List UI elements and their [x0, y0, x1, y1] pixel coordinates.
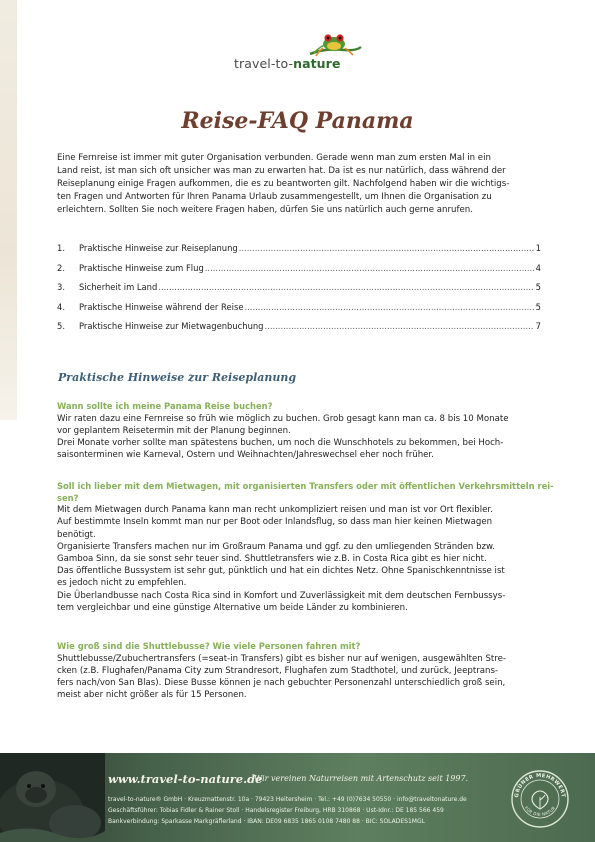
toc-label: Praktische Hinweise zur Mietwagenbuchung: [79, 321, 264, 331]
toc-label: Praktische Hinweise zur Reiseplanung: [79, 243, 238, 253]
intro-paragraph: [57, 152, 543, 217]
section-heading: Praktische Hinweise zur Reiseplanung: [58, 371, 297, 384]
footer-slogan: Wir vereinen Naturreisen mit Artenschutz seit 1997.: [254, 774, 469, 783]
toc-label: Praktische Hinweise während der Reise: [79, 301, 244, 312]
answer-line: vor geplantem Reisetermin mit der Planung beginnen.: [57, 425, 291, 436]
intro-line: erleichtern. Sollten Sie noch weitere Fragen haben, dürfen Sie uns natürlich auch gerne anrufen.: [57, 204, 473, 215]
faq-item-booking: [57, 401, 547, 461]
toc-number: 5.: [57, 321, 65, 331]
answer-line: saisonterminen wie Karneval, Ostern und Weihnachten/Jahreswechsel eher noch früher.: [57, 450, 434, 461]
toc-entry-reiseplanung[interactable]: [57, 243, 541, 263]
answer-line: Die Überlandbusse nach Costa Rica sind in Komfort und Zuverlässigkeit mit dem deutschen Fernbussys-: [57, 590, 506, 601]
faq-question: sen?: [57, 492, 79, 503]
faq-answer: [57, 504, 547, 614]
faq-answer: [57, 413, 547, 462]
toc-page-number: 5: [535, 282, 541, 292]
logo-text-light: travel-to-: [234, 56, 294, 71]
page-title: Reise-FAQ Panama: [181, 108, 414, 134]
faq-item-transport: [57, 481, 554, 614]
badge-text-top: GRÜNER MEHRWERT: [513, 772, 567, 799]
toc-leader-dots: [244, 302, 534, 312]
answer-line: benötigt.: [57, 529, 96, 540]
logo-text-bold: nature: [293, 56, 341, 71]
answer-line: Das öffentliche Bussystem ist sehr gut, pünktlich und hat ein dichtes Netz. Ohne Spanischkenntnisse ist: [57, 566, 505, 577]
intro-line: Reiseplanung einige Fragen aufkommen, die es zu beantworten gilt. Nachfolgend haben wir die wichtigs-: [57, 178, 510, 189]
intro-line: Land reist, ist man sich oft unsicher was man zu erwarten hat. Da ist es nur natürlich, dass während der: [57, 165, 506, 176]
answer-line: meist aber nicht größer als für 15 Personen.: [57, 690, 247, 701]
toc-number: 1.: [57, 243, 65, 253]
answer-line: fers nach/von San Blas). Diese Busse können je nach gebuchter Personenzahl unterschiedlich groß sein,: [57, 678, 506, 688]
toc-entry-sicherheit[interactable]: [57, 282, 541, 302]
answer-line: Auf bestimmte Inseln kommt man nur per Boot oder Inlandsflug, so dass man hier keinen Mietwagen: [57, 517, 493, 528]
toc-page-number: 7: [535, 321, 541, 331]
toc-number: 4.: [57, 301, 65, 312]
toc-entry-mietwagen[interactable]: [57, 321, 541, 341]
toc-entry-flug[interactable]: [57, 263, 541, 283]
company-logo[interactable]: [232, 30, 362, 72]
footer-address: travel-to-nature® GmbH · Kreuzmattenstr. 10a · 79423 Heitersheim · Tel.: +49 (0)7634 50550 · info@traveltonature.de: [108, 796, 467, 803]
answer-line: Shuttlebusse/Zubuchertransfers (=seat-in Transfers) gibt es bisher nur auf wenigen, ausgewählten Stre-: [57, 653, 507, 664]
page-footer: [0, 753, 595, 842]
side-decoration-strip: [0, 0, 17, 420]
toc-label: Sicherheit im Land: [79, 282, 158, 292]
answer-line: es jedoch nicht zu empfehlen.: [57, 578, 187, 589]
table-of-contents: [57, 243, 541, 341]
answer-line: Mit dem Mietwagen durch Panama kann man recht unkompliziert reisen und man ist vor Ort flexibler.: [57, 505, 493, 516]
toc-page-number: 1: [535, 243, 541, 253]
footer-bank: Bankverbindung: Sparkasse Markgräflerland · IBAN: DE09 6835 1865 0108 7480 88 · BIC: SOLADES1MGL: [108, 818, 425, 825]
answer-line: Gamboa Sinn, da sie sonst sehr teuer sind. Shuttletransfers wie z.B. in Costa Rica gibt es hier nicht.: [57, 554, 487, 564]
gorilla-photo-icon: [0, 753, 105, 842]
green-value-badge-icon: [510, 769, 570, 829]
intro-line: ten Fragen und Antworten für Ihren Panama Urlaub zusammengestellt, um Ihnen die Organisation zu: [57, 191, 492, 202]
faq-question: Wie groß sind die Shuttlebusse? Wie viele Personen fahren mit?: [57, 641, 361, 651]
toc-page-number: 4: [535, 262, 541, 273]
faq-question: Wann sollte ich meine Panama Reise buchen?: [57, 401, 273, 411]
badge-text-bottom: FÜR DIE NATUR: [523, 805, 557, 817]
answer-line: cken (z.B. Flughafen/Panama City zum Strandresort, Flughafen zum Stadthotel, und zurück, Jeeptrans-: [57, 665, 499, 676]
toc-leader-dots: [239, 243, 534, 253]
intro-line: Eine Fernreise ist immer mit guter Organisation verbunden. Gerade wenn man zum ersten Mal in ein: [57, 153, 491, 163]
toc-leader-dots: [265, 321, 535, 331]
toc-label: Praktische Hinweise zum Flug: [79, 262, 204, 273]
faq-question: Soll ich lieber mit dem Mietwagen, mit organisierten Transfers oder mit öffentlichen Verkehrsmitteln rei-: [57, 481, 554, 491]
answer-line: Organisierte Transfers machen nur im Großraum Panama und ggf. zu den umliegenden Stränden bzw.: [57, 541, 496, 552]
footer-website-link[interactable]: www.travel-to-nature.de: [108, 772, 263, 786]
faq-answer: [57, 653, 547, 702]
footer-management: Geschäftsführer: Tobias Fidler & Rainer Stoll · Handelsregister Freiburg, HRB 310868 · Ust-Idnr.: DE 185 566 459: [108, 807, 444, 814]
toc-number: 2.: [57, 262, 65, 273]
answer-line: Wir raten dazu eine Fernreise so früh wie möglich zu buchen. Grob gesagt kann man ca. 8 bis 10 Monate: [57, 413, 509, 424]
answer-line: tem vergleichbar und eine günstige Alternative um beide Länder zu kombinieren.: [57, 602, 408, 613]
answer-line: Drei Monate vorher sollte man spätestens buchen, um noch die Wunschhotels zu bekommen, bei Hoch-: [57, 438, 504, 448]
logo-wordmark: [234, 56, 341, 71]
toc-leader-dots: [158, 282, 534, 292]
faq-item-shuttle: [57, 641, 547, 701]
toc-entry-waehrend-reise[interactable]: [57, 302, 541, 322]
toc-page-number: 5: [535, 301, 541, 312]
toc-leader-dots: [205, 263, 534, 273]
toc-number: 3.: [57, 282, 65, 292]
